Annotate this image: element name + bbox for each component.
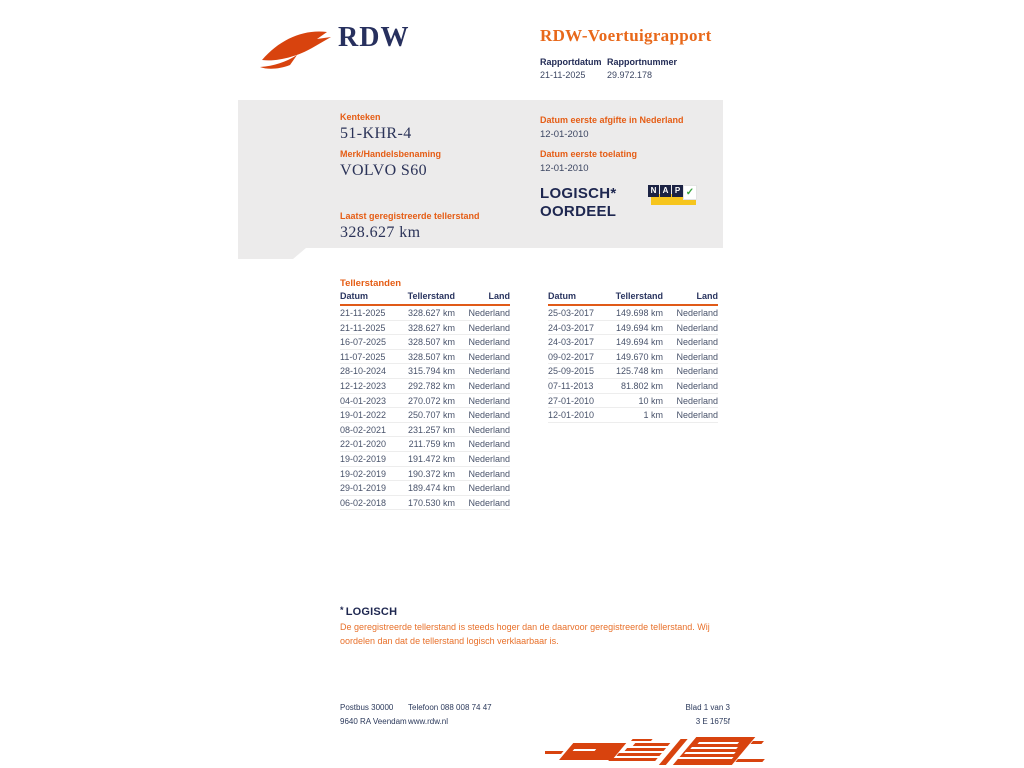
- row-datum: 21-11-2025: [340, 308, 386, 318]
- table-row: [340, 437, 510, 452]
- table-row: [340, 467, 510, 482]
- row-tellerstand: 328.507 km: [407, 337, 455, 348]
- nap-checkmark-icon: ✓: [685, 187, 695, 198]
- footer-page-info: [600, 701, 730, 729]
- oordeel-line2: OORDEEL: [540, 202, 617, 220]
- panel-corner-tab: [238, 248, 306, 259]
- kenteken-value: 51-KHR-4: [340, 125, 412, 142]
- afgifte-label: Datum eerste afgifte in Nederland: [540, 115, 684, 125]
- row-land: Nederland: [468, 366, 510, 377]
- row-land: Nederland: [676, 351, 718, 362]
- footnote-asterisk: *: [340, 605, 344, 615]
- report-number: [607, 57, 677, 80]
- row-land: Nederland: [676, 337, 718, 348]
- row-datum: 29-01-2019: [340, 483, 387, 494]
- table-rows-right: [548, 306, 718, 423]
- row-datum: 12-12-2023: [340, 380, 387, 391]
- row-land: Nederland: [676, 395, 718, 406]
- odometer-table-right: [548, 291, 718, 423]
- row-tellerstand: 250.707 km: [407, 410, 455, 421]
- row-datum: 24-03-2017: [548, 337, 595, 348]
- report-date-label: Rapportdatum: [540, 57, 602, 67]
- table-row: [548, 350, 718, 365]
- row-tellerstand: 191.472 km: [407, 453, 455, 464]
- afgifte-value: 12-01-2010: [540, 129, 589, 140]
- table-row: [340, 335, 510, 350]
- odometer-table-left: [340, 291, 510, 510]
- field-datum-eerste-toelating: [540, 149, 637, 174]
- table-row: [340, 408, 510, 423]
- table-row: [548, 321, 718, 336]
- row-tellerstand: 315.794 km: [407, 366, 455, 377]
- toelating-label: Datum eerste toelating: [540, 149, 638, 159]
- report-number-label: Rapportnummer: [607, 57, 678, 67]
- row-land: Nederland: [468, 497, 510, 508]
- oordeel-line1: LOGISCH*: [540, 185, 617, 202]
- row-land: Nederland: [468, 351, 510, 362]
- table-header: [340, 291, 510, 306]
- row-datum: 24-03-2017: [548, 322, 595, 333]
- row-land: Nederland: [468, 337, 510, 348]
- report-date: [540, 57, 602, 80]
- merk-label: Merk/Handelsbenaming: [340, 149, 442, 159]
- table-row: [548, 379, 718, 394]
- row-land: Nederland: [676, 366, 718, 377]
- table-row: [340, 364, 510, 379]
- report-number-value: 29.972.178: [607, 70, 653, 80]
- table-row: [548, 335, 718, 350]
- row-datum: 19-02-2019: [340, 468, 387, 479]
- footnote-paragraph: De geregistreerde tellerstand is steeds hoger dan de daarvoor geregistreerde tellerstand. Wij oordelen dan dat de tellerstand logisch verklaarbaar is.: [340, 622, 710, 646]
- footer-form-code: 3 E 1675f: [695, 717, 730, 726]
- merk-value: VOLVO S60: [340, 162, 428, 179]
- table-rows-left: [340, 306, 510, 510]
- row-land: Nederland: [468, 483, 510, 494]
- row-land: Nederland: [468, 395, 510, 406]
- row-land: Nederland: [676, 410, 718, 421]
- row-land: Nederland: [468, 380, 510, 391]
- table-row: [340, 379, 510, 394]
- oordeel-text: [540, 185, 617, 220]
- table-row: [548, 394, 718, 409]
- header-datum: Datum: [340, 291, 369, 301]
- field-datum-eerste-afgifte: [540, 115, 684, 140]
- row-datum: 09-02-2017: [548, 351, 595, 362]
- row-land: Nederland: [676, 322, 718, 333]
- table-row: [548, 408, 718, 423]
- row-datum: 22-01-2020: [340, 439, 387, 450]
- row-datum: 06-02-2018: [340, 497, 387, 508]
- footer-phone: Telefoon 088 008 74 47: [408, 703, 492, 712]
- field-kenteken: [340, 112, 412, 143]
- kenteken-label: Kenteken: [340, 112, 381, 122]
- footer-address: [340, 701, 407, 729]
- row-tellerstand: 1 km: [643, 410, 663, 421]
- table-row: [340, 350, 510, 365]
- row-datum: 11-07-2025: [340, 351, 386, 362]
- footer-website[interactable]: www.rdw.nl: [408, 717, 449, 726]
- footer-postbus: Postbus 30000: [340, 703, 394, 712]
- header-tellerstand: Tellerstand: [615, 291, 663, 301]
- row-land: Nederland: [468, 410, 510, 421]
- table-row: [340, 481, 510, 496]
- table-header: [548, 291, 718, 306]
- row-datum: 19-01-2022: [340, 410, 387, 421]
- table-row: [340, 394, 510, 409]
- rdw-logo-text: RDW: [338, 22, 410, 53]
- footnote-heading-text: LOGISCH: [345, 606, 398, 618]
- nap-letter-p: P: [672, 185, 683, 197]
- row-land: Nederland: [468, 424, 510, 435]
- row-datum: 07-11-2013: [548, 380, 594, 391]
- field-laatste-tellerstand: [340, 211, 480, 242]
- row-land: Nederland: [468, 439, 510, 450]
- table-row: [340, 306, 510, 321]
- row-datum: 27-01-2010: [548, 395, 595, 406]
- table-row: [548, 306, 718, 321]
- row-land: Nederland: [468, 453, 510, 464]
- toelating-value: 12-01-2010: [540, 163, 589, 174]
- report-title: RDW-Voertuigrapport: [540, 26, 712, 45]
- row-tellerstand: 328.627 km: [407, 308, 455, 318]
- row-tellerstand: 270.072 km: [407, 395, 455, 406]
- row-tellerstand: 292.782 km: [407, 380, 455, 391]
- row-tellerstand: 231.257 km: [407, 424, 455, 435]
- header-datum: Datum: [548, 291, 577, 301]
- header-tellerstand: Tellerstand: [407, 291, 455, 301]
- report-date-value: 21-11-2025: [540, 70, 586, 80]
- row-datum: 21-11-2025: [340, 322, 386, 333]
- table-row: [548, 364, 718, 379]
- header-land: Land: [696, 291, 718, 301]
- rdw-wing-logo-icon: [256, 24, 334, 72]
- footnote-heading: [340, 605, 397, 618]
- row-tellerstand: 125.748 km: [615, 366, 663, 377]
- row-tellerstand: 81.802 km: [620, 380, 663, 391]
- row-tellerstand: 149.694 km: [615, 322, 663, 333]
- row-tellerstand: 189.474 km: [407, 483, 455, 494]
- row-tellerstand: 190.372 km: [407, 468, 455, 479]
- row-datum: 19-02-2019: [340, 453, 387, 464]
- row-tellerstand: 328.507 km: [407, 351, 455, 362]
- footer-page-indicator: Blad 1 van 3: [685, 703, 730, 712]
- row-land: Nederland: [676, 308, 718, 318]
- tellerstand-value: 328.627 km: [340, 224, 421, 241]
- row-tellerstand: 149.694 km: [615, 337, 663, 348]
- row-datum: 16-07-2025: [340, 337, 387, 348]
- row-land: Nederland: [468, 308, 510, 318]
- row-datum: 28-10-2024: [340, 366, 387, 377]
- row-land: Nederland: [676, 380, 718, 391]
- row-tellerstand: 328.627 km: [407, 322, 455, 333]
- row-tellerstand: 170.530 km: [407, 497, 455, 508]
- table-row: [340, 321, 510, 336]
- rdw-flag-graphic: [545, 735, 805, 768]
- row-tellerstand: 149.670 km: [615, 351, 663, 362]
- row-tellerstand: 211.759 km: [408, 439, 455, 450]
- header-land: Land: [488, 291, 510, 301]
- row-land: Nederland: [468, 322, 510, 333]
- table-row: [340, 423, 510, 438]
- tables-section-title: Tellerstanden: [340, 278, 402, 289]
- table-row: [340, 496, 510, 511]
- row-datum: 04-01-2023: [340, 395, 387, 406]
- footer-contact: [408, 701, 492, 729]
- row-datum: 12-01-2010: [548, 410, 595, 421]
- row-land: Nederland: [468, 468, 510, 479]
- row-datum: 08-02-2021: [340, 424, 387, 435]
- nap-letter-n: N: [648, 185, 659, 197]
- row-tellerstand: 10 km: [638, 395, 663, 406]
- footer-city: 9640 RA Veendam: [340, 717, 407, 726]
- row-datum: 25-09-2015: [548, 366, 595, 377]
- nap-letter-a: A: [660, 185, 671, 197]
- vehicle-summary-panel: [238, 100, 723, 248]
- row-datum: 25-03-2017: [548, 308, 595, 318]
- row-tellerstand: 149.698 km: [615, 308, 663, 318]
- nap-logo: [648, 185, 698, 207]
- table-row: [340, 452, 510, 467]
- field-merk: [340, 149, 441, 180]
- tellerstand-label: Laatst geregistreerde tellerstand: [340, 211, 480, 221]
